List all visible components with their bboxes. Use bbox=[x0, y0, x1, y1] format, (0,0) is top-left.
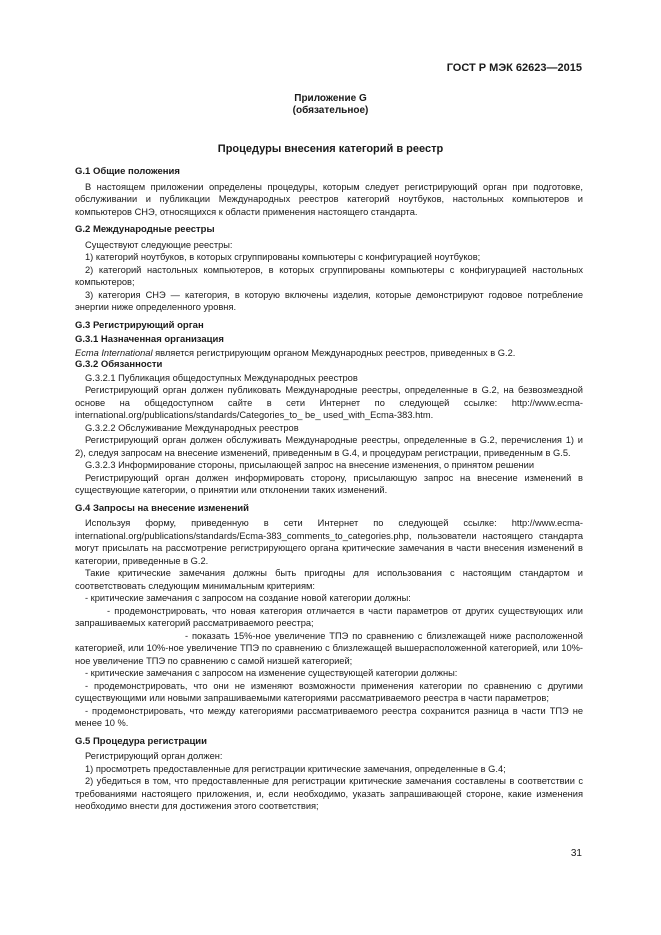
subsection-title: G.3.2.1 Публикация общедоступных Международных реестров bbox=[85, 372, 358, 383]
appendix-header bbox=[0, 93, 661, 117]
document-body bbox=[75, 166, 583, 813]
list-item: - критические замечания с запросом на изменение существующей категории должны: bbox=[85, 668, 458, 678]
subsection-title: G.3.2.3 Информирование стороны, присылающей запрос на внесение изменения, о принятом решении bbox=[85, 460, 535, 470]
appendix-title: Приложение G bbox=[294, 93, 367, 104]
section-g1-heading: G.1 Общие положения bbox=[75, 166, 180, 177]
section-g3-heading: G.3 Регистрирующий орган bbox=[75, 319, 204, 331]
subsection-title: G.3.2.2 Обслуживание Международных реестров bbox=[85, 422, 299, 433]
list-item: - продемонстрировать, что они не изменяют возможности применения категории по сравнению с другими существующими или новыми запрашиваемыми категориями рассматриваемого реестра в части параметров; bbox=[75, 680, 583, 703]
section-g4-heading: G.4 Запросы на внесение изменений bbox=[75, 502, 249, 514]
section-g2-heading: G.2 Международные реестры bbox=[75, 224, 215, 235]
section-g5-paragraph: 2) убедиться в том, что предоставленные для регистрации критические замечания составлены в соответствии с требованиями настоящего приложения, и, если необходимо, указать запрашивающей стороне, какие изменения необходимо внести для достижения этого соответствия; bbox=[75, 776, 583, 811]
section-g31-paragraph bbox=[75, 347, 583, 360]
section-g2-paragraph: 2) категорий настольных компьютеров, в которых сгруппированы компьютеры с конфигурацией настольных компьютеров; bbox=[75, 264, 583, 287]
list-item: - критические замечания с запросом на создание новой категории должны: bbox=[85, 593, 411, 603]
section-g5-paragraph: 1) просмотреть предоставленные для регистрации критические замечания, определенные в G.4; bbox=[85, 763, 506, 774]
section-g2-paragraph: 1) категорий ноутбуков, в которых сгруппированы компьютеры с конфигурацией ноутбуков; bbox=[85, 252, 481, 262]
section-g5-heading: G.5 Процедура регистрации bbox=[75, 735, 207, 747]
section-g31-heading: G.3.1 Назначенная организация bbox=[75, 334, 224, 345]
section-g4-paragraph: Такие критические замечания должны быть пригодны для использования с настоящим стандартом и соответствовать следующим минимальным критериям: bbox=[75, 568, 583, 591]
section-g321-paragraph: Регистрирующий орган должен публиковать Международные реестры, определенные в G.2, на безвозмездной основе на общедоступном сайте в сети Интернет по следующей ссылке: http://www.ecma-international.org/publications/standards/Categories_to_ be_ used_with_Ecma-383.htm. bbox=[75, 385, 583, 420]
appendix-status: (обязательное) bbox=[292, 105, 369, 116]
section-g322-paragraph: Регистрирующий орган должен обслуживать Международные реестры, определенные в G.2, перечисления 1) и 2), следуя запросам на внесение изменений, приведенным в G.4, и процедурам регистрации, приведенным в G.5. bbox=[75, 435, 583, 458]
list-item: - продемонстрировать, что новая категория отличается в части параметров от других существующих или запрашиваемых категорий рассматриваемого реестра; bbox=[75, 605, 583, 628]
standard-id: ГОСТ Р МЭК 62623—2015 bbox=[446, 62, 582, 74]
organization-name: Ecma International bbox=[75, 347, 153, 358]
list-item: - показать 15%-ное увеличение ТПЭ по сравнению с близлежащей ниже расположенной категорией, или 10%-ное увеличение ТПЭ по сравнению с близлежащей вышерасположенной категорией, или 10%-ное увеличение ТПЭ по сравнению с самой низшей категорией; bbox=[75, 630, 583, 666]
section-g5-paragraph: Регистрирующий орган должен: bbox=[85, 751, 223, 761]
main-title: Процедуры внесения категорий в реестр bbox=[217, 143, 444, 155]
section-g1-paragraph: В настоящем приложении определены процедуры, которым следует регистрирующий орган при подготовке, обслуживании и публикации Международных реестров категорий ноутбуков, настольных компьютеров и компьютеров СНЭ, относящихся к области применения настоящего стандарта. bbox=[75, 181, 583, 217]
section-g2-paragraph: 3) категория СНЭ — категория, в которую включены изделия, которые демонстрируют годовое потребление энергии ниже определенного уровня. bbox=[75, 289, 583, 312]
section-g32-heading: G.3.2 Обязанности bbox=[75, 359, 163, 370]
page-number: 31 bbox=[570, 848, 582, 859]
section-g2-paragraph: Существуют следующие реестры: bbox=[85, 239, 233, 250]
section-g323-paragraph: Регистрирующий орган должен информировать сторону, присылающую запрос на внесение изменений в существующие категории, о принятии или отклонении таких изменений. bbox=[75, 472, 583, 495]
section-g4-paragraph: Используя форму, приведенную в сети Интернет по следующей ссылке: http://www.ecma-international.org/publications/standards/Ecma-383_comments_to_categories.php, пользователи настоящего стандарта могут присылать на рассмотрение регистрирующего органа критические замечания в части внесения изменений в категории, приведенные в G.2. bbox=[75, 518, 583, 566]
list-item: - продемонстрировать, что между категориями рассматриваемого реестра сохранится разница в части ТПЭ не менее 10 %. bbox=[75, 705, 583, 728]
section-g31-text: является регистрирующим органом Международных реестров, приведенных в G.2. bbox=[152, 347, 516, 358]
